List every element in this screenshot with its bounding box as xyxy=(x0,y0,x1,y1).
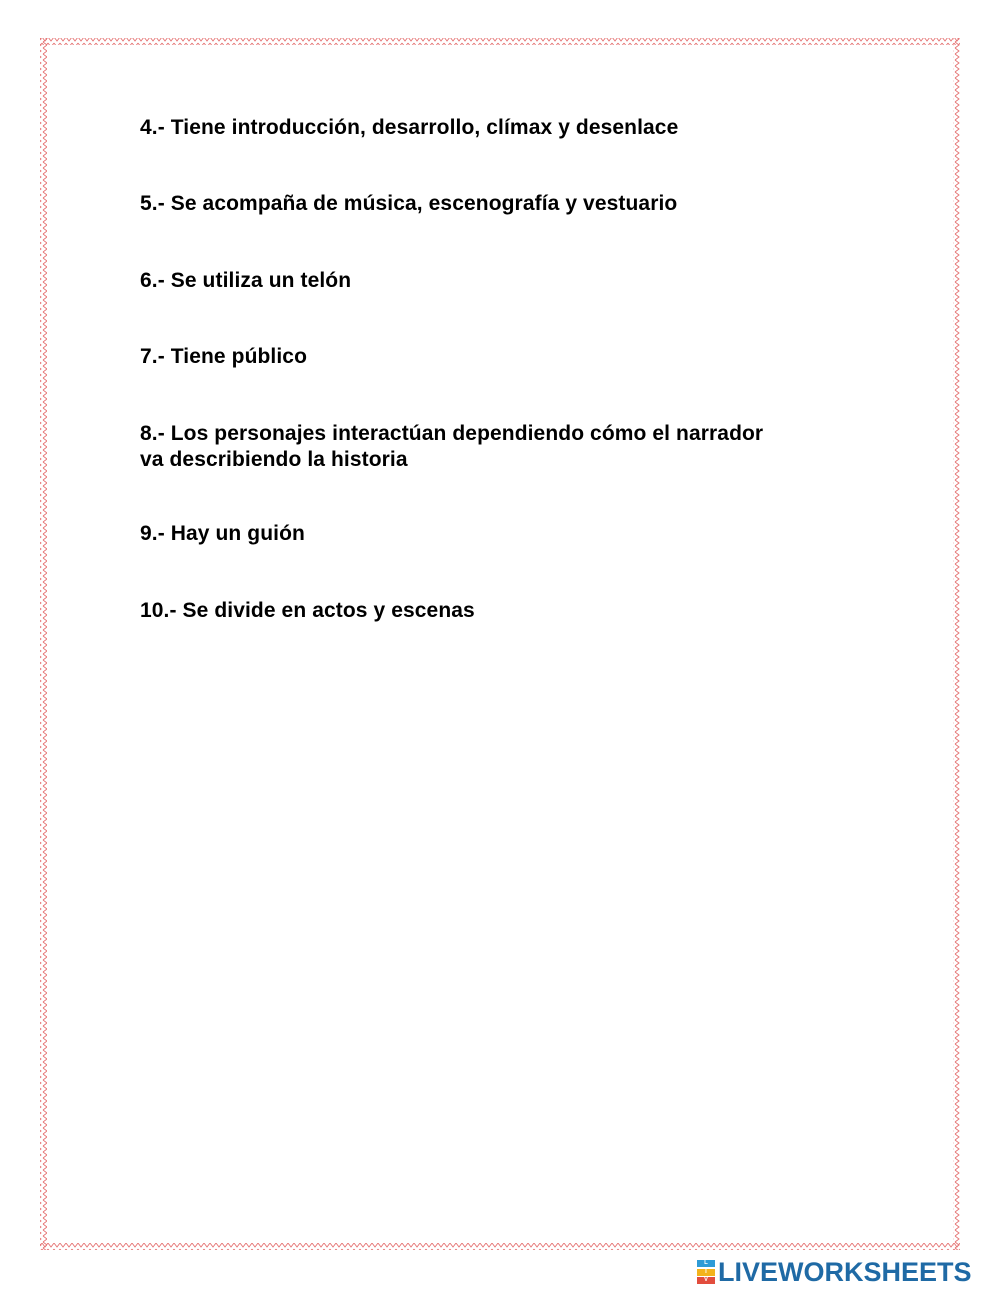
logo-text: LIVEWORKSHEETS xyxy=(718,1256,972,1287)
statement-text: 9.- Hay un guión xyxy=(140,522,305,545)
statement-item-6 xyxy=(140,268,351,294)
statement-text: 4.- Tiene introducción, desarrollo, clímax y desenlace xyxy=(140,116,679,139)
logo-badge-icon xyxy=(697,1260,715,1284)
statement-item-9 xyxy=(140,521,305,547)
statement-item-10 xyxy=(140,598,475,624)
statement-item-5 xyxy=(140,191,677,217)
statement-item-4 xyxy=(140,115,678,141)
statement-text-continued: va describiendo la historia xyxy=(140,448,408,471)
logo-badge-letter: I xyxy=(697,1269,715,1276)
statement-text: 10.- Se divide en actos y escenas xyxy=(140,599,475,622)
liveworksheets-logo xyxy=(697,1255,972,1289)
statement-text: 7.- Tiene público xyxy=(140,345,308,368)
statement-item-8 xyxy=(140,421,763,473)
logo-badge-letter: V xyxy=(697,1277,715,1284)
statement-item-7 xyxy=(140,344,307,370)
statement-text: 8.- Los personajes interactúan dependiendo cómo el narrador xyxy=(140,422,764,445)
statement-text: 5.- Se acompaña de música, escenografía y vestuario xyxy=(140,192,678,215)
logo-badge-letter: L xyxy=(697,1260,715,1267)
statement-text: 6.- Se utiliza un telón xyxy=(140,269,352,292)
